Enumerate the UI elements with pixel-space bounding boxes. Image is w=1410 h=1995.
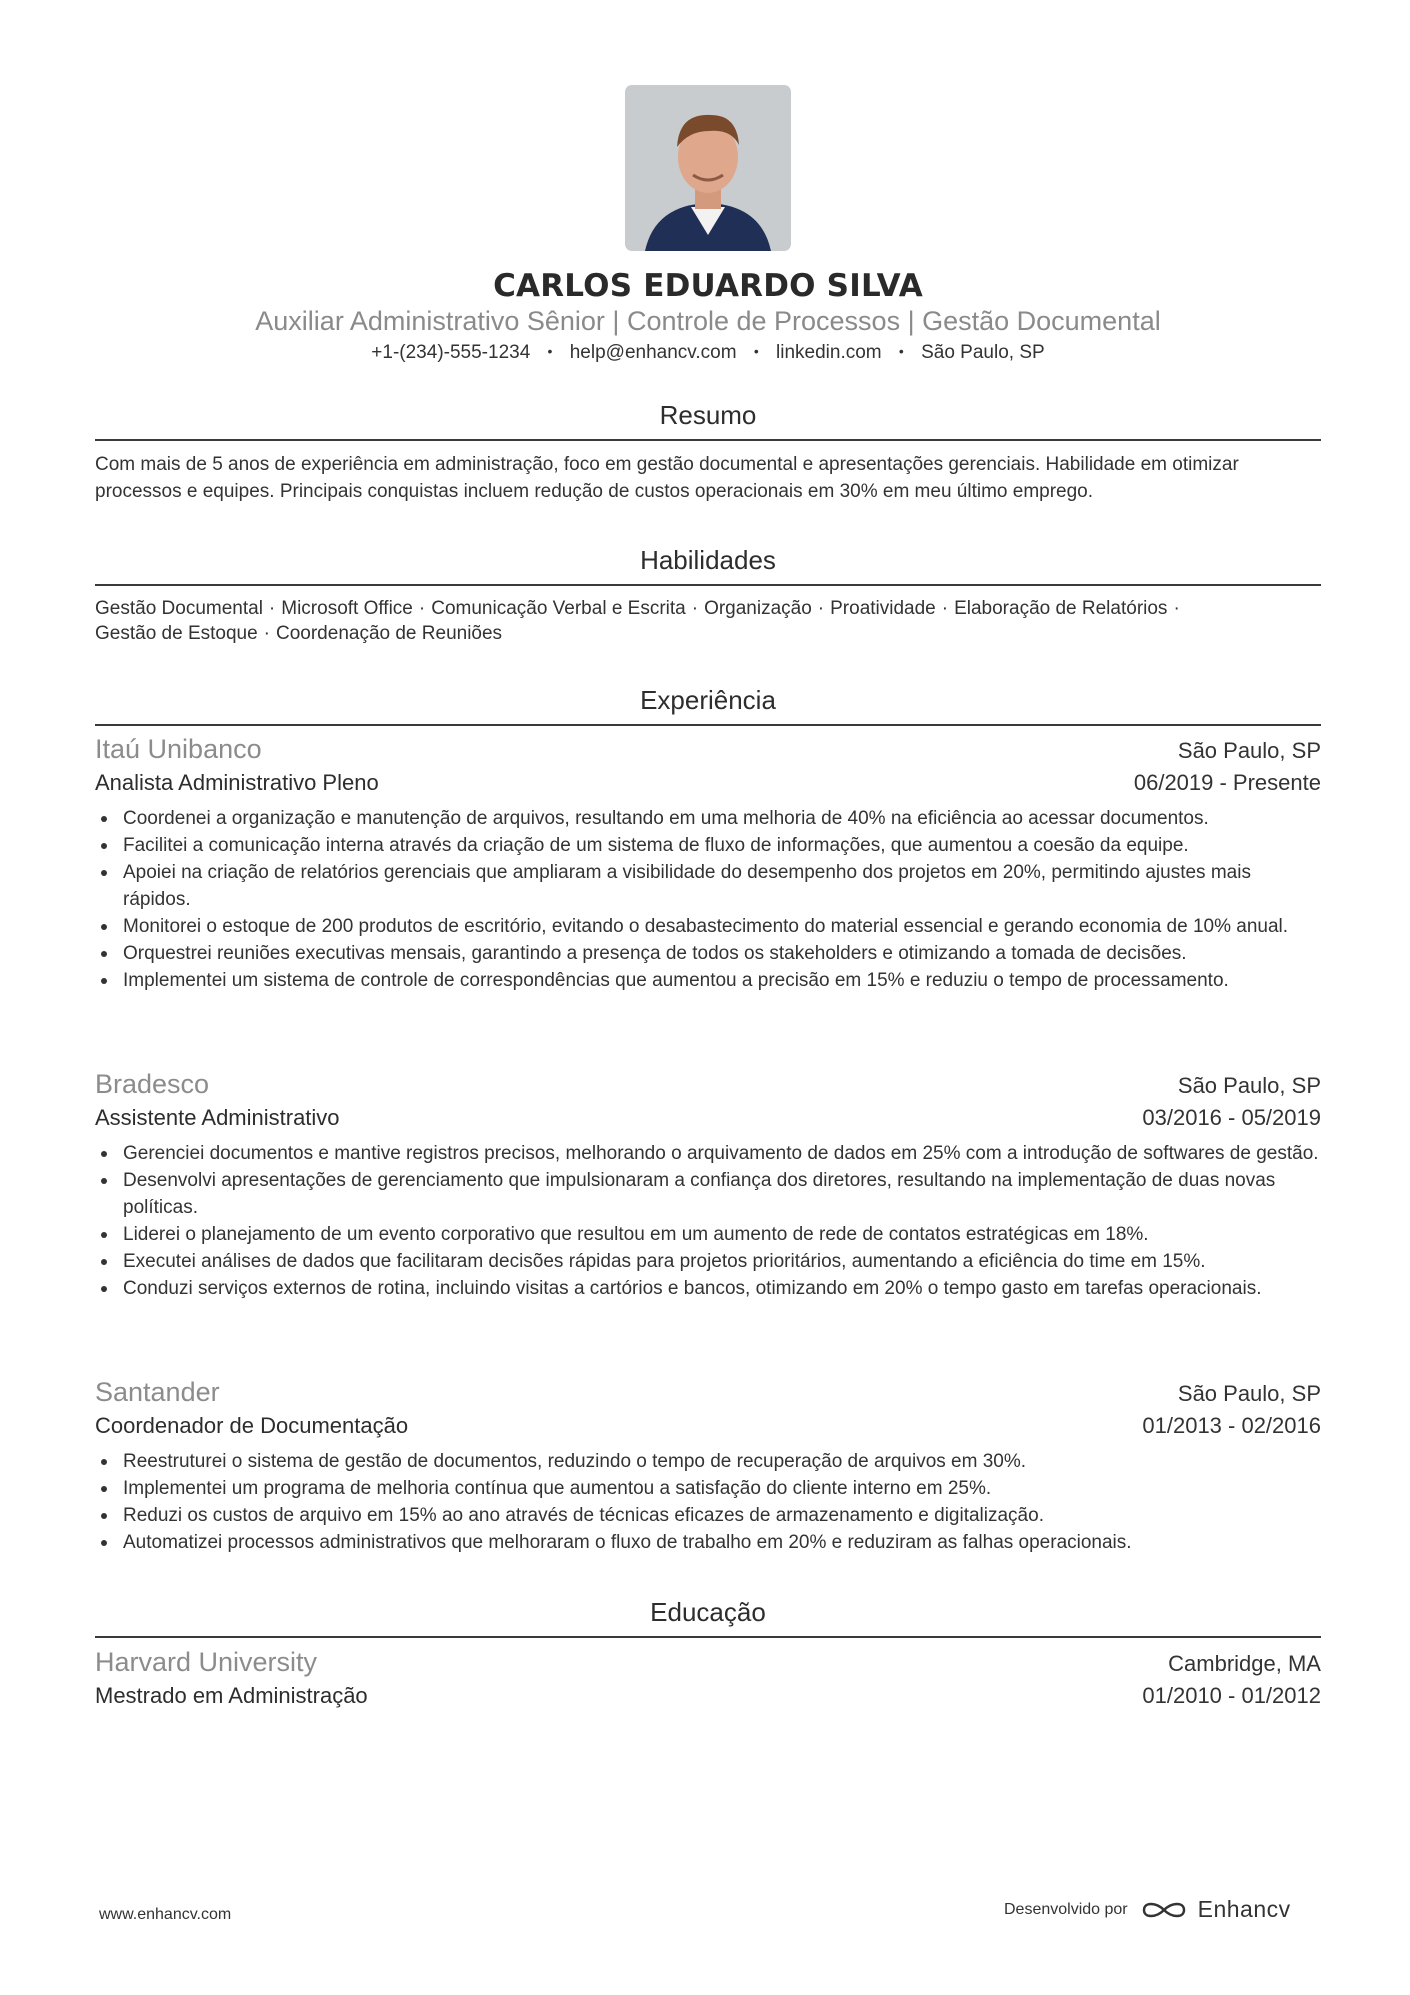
footer-website[interactable]: www.enhancv.com [99,1906,232,1923]
list-item: Monitorei o estoque de 200 produtos de escritório, evitando o desabastecimento do material essencial e gerando economia de 10% anual. [123,913,1321,940]
company-name: Itaú Unibanco [95,734,262,764]
job-subheader [95,1413,1321,1439]
school-name: Harvard University [95,1647,318,1677]
brand-name: Enhancv [1197,1896,1291,1922]
avatar [625,85,791,251]
job-header [95,1377,1321,1408]
list-item: Automatizei processos administrativos que melhoraram o fluxo de trabalho em 20% e reduziram as falhas operacionais. [123,1529,1321,1556]
job-location: São Paulo, SP [1177,1381,1321,1406]
job-subheader [95,1105,1321,1131]
developed-by-label: Desenvolvido por [1004,1900,1128,1918]
list-item: Orquestrei reuniões executivas mensais, garantindo a presença de todos os stakeholders e otimizando a tomada de decisões. [123,940,1321,967]
skill-item: Gestão de Estoque [95,623,258,644]
list-item: Reduzi os custos de arquivo em 15% ao ano através de técnicas eficazes de armazenamento e digitalização. [123,1502,1321,1529]
list-item: Apoiei na criação de relatórios gerenciais que ampliaram a visibilidade do desempenho dos projetos em 20%, permitindo ajustes mais rápidos. [123,859,1321,913]
school-location: Cambridge, MA [1168,1651,1321,1676]
job-header [95,734,1321,765]
contact-linkedin[interactable]: linkedin.com [776,342,882,363]
list-item: Implementei um programa de melhoria contínua que aumentou a satisfação do cliente interno em 25%. [123,1475,1321,1502]
list-item: Liderei o planejamento de um evento corporativo que resultou em um aumento de rede de contatos estratégicas em 18%. [123,1221,1321,1248]
separator-dot: • [753,343,759,359]
skill-item: Gestão Documental [95,598,263,619]
footer-branding [1004,1896,1291,1923]
summary-text: Com mais de 5 anos de experiência em administração, foco em gestão documental e apresentações gerenciais. Habilidade em otimizar processos e equipes. Principais conquistas incluem redução de custos operacionais em 30% em meu último emprego. [95,454,1239,502]
job-location: São Paulo, SP [1177,1073,1321,1098]
job-subheader [95,770,1321,796]
list-item: Executei análises de dados que facilitaram decisões rápidas para projetos prioritários, aumentando a eficiência do time em 15%. [123,1248,1321,1275]
list-item: Facilitei a comunicação interna através da criação de um sistema de fluxo de informações, que aumentou a coesão da equipe. [123,832,1321,859]
job-dates: 01/2013 - 02/2016 [1142,1413,1321,1438]
section-title-education: Educação [650,1597,766,1627]
profile-photo [625,85,791,251]
separator-dot: • [547,343,553,359]
list-item: Desenvolvi apresentações de gerenciamento que impulsionaram a confiança dos diretores, resultando na implementação de duas novas políticas. [123,1167,1321,1221]
skill-item: Organização [704,598,812,619]
section-divider [95,439,1321,441]
skill-item: Comunicação Verbal e Escrita [431,598,686,619]
company-name: Bradesco [95,1069,210,1099]
list-item: Reestruturei o sistema de gestão de documentos, reduzindo o tempo de recuperação de arquivos em 30%. [123,1448,1321,1475]
job-bullets [95,1140,1321,1302]
company-name: Santander [95,1377,220,1407]
job-title: Analista Administrativo Pleno [95,770,379,795]
list-item: Coordenei a organização e manutenção de arquivos, resultando em uma melhoria de 40% na eficiência ao acessar documentos. [123,805,1321,832]
education-dates: 01/2010 - 01/2012 [1142,1683,1321,1708]
skill-item: Elaboração de Relatórios [954,598,1168,619]
contact-location: São Paulo, SP [921,342,1045,363]
skill-item: Coordenação de Reuniões [276,623,503,644]
job-bullets [95,805,1321,994]
skill-item: Proatividade [830,598,936,619]
section-title-experience: Experiência [640,685,776,715]
contact-line [95,342,1321,364]
job-title: Assistente Administrativo [95,1105,340,1130]
section-divider [95,1636,1321,1638]
skills-list: Gestão Documental · Microsoft Office · Comunicação Verbal e Escrita · Organização · Proatividade · Elaboração de Relatórios · Gestão de Estoque · Coordenação de Reuniões [95,598,1180,644]
list-item: Conduzi serviços externos de rotina, incluindo visitas a cartórios e bancos, otimizando em 20% o tempo gasto em tarefas operacionais. [123,1275,1321,1302]
degree: Mestrado em Administração [95,1683,368,1708]
list-item: Gerenciei documentos e mantive registros precisos, melhorando o arquivamento de dados em 25% com a introdução de softwares de gestão. [123,1140,1321,1167]
job-dates: 06/2019 - Presente [1133,770,1321,795]
job-dates: 03/2016 - 05/2019 [1142,1105,1321,1130]
skill-item: Microsoft Office [281,598,413,619]
candidate-name: CARLOS EDUARDO SILVA [493,268,923,304]
education-subheader [95,1683,1321,1709]
job-header [95,1069,1321,1100]
separator-dot: • [898,343,904,359]
contact-phone[interactable]: +1-(234)-555-1234 [371,342,531,363]
job-bullets [95,1448,1321,1556]
job-title: Coordenador de Documentação [95,1413,409,1438]
headline: Auxiliar Administrativo Sênior | Controle de Processos | Gestão Documental [255,306,1161,336]
job-location: São Paulo, SP [1177,738,1321,763]
education-header [95,1647,1321,1678]
contact-email[interactable]: help@enhancv.com [569,342,737,363]
list-item: Implementei um sistema de controle de correspondências que aumentou a precisão em 15% e reduziu o tempo de processamento. [123,967,1321,994]
enhancv-logo-icon [1140,1898,1188,1922]
section-divider [95,724,1321,726]
section-divider [95,584,1321,586]
section-title-skills: Habilidades [640,545,776,575]
section-title-summary: Resumo [659,400,757,430]
